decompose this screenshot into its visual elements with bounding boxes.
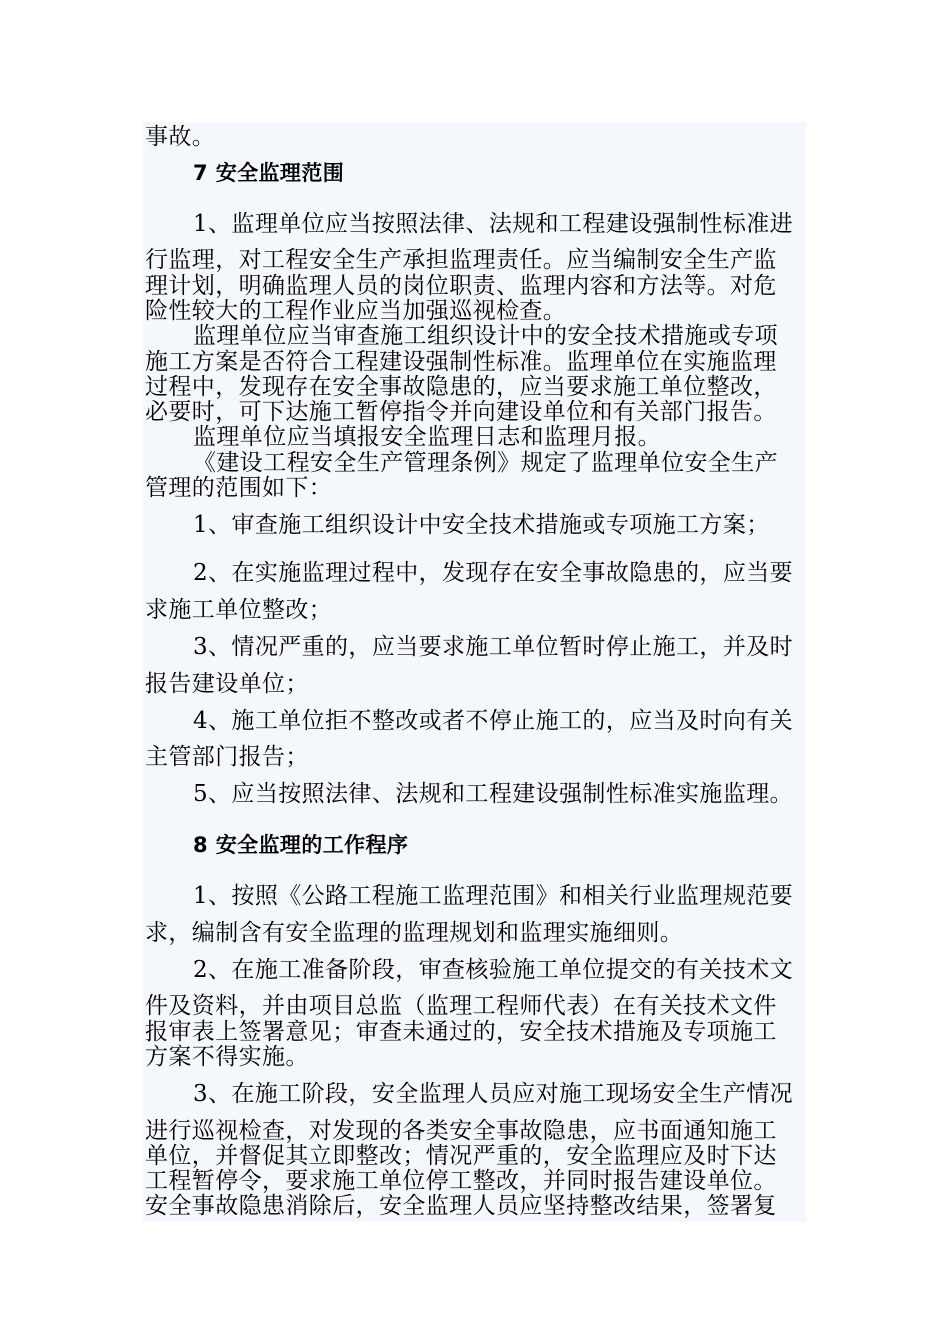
section-heading-8: 8 安全监理的工作程序 <box>193 833 409 857</box>
text-line: 必要时，可下达施工暂停指令并向建设单位和有关部门报告。 <box>145 399 777 425</box>
text-line: 管理的范围如下： <box>145 475 333 501</box>
text-line: 3、在施工阶段，安全监理人员应对施工现场安全生产情况 <box>193 1081 794 1107</box>
text-line: 2、在实施监理过程中，发现存在安全事故隐患的，应当要 <box>193 560 794 586</box>
text-line: 5、应当按照法律、法规和工程建设强制性标准实施监理。 <box>193 781 794 807</box>
text-line: 求施工单位整改； <box>145 597 333 623</box>
text-line: 施工方案是否符合工程建设强制性标准。监理单位在实施监理 <box>145 349 777 375</box>
text-line: 工程暂停令，要求施工单位停工整改，并同时报告建设单位。 <box>145 1168 777 1194</box>
text-line: 方案不得实施。 <box>145 1044 309 1070</box>
text-line: 件及资料，并由项目总监（监理工程师代表）在有关技术文件 <box>145 993 777 1019</box>
text-line: 单位，并督促其立即整改；情况严重的，安全监理应及时下达 <box>145 1143 777 1169</box>
text-line: 事故。 <box>145 124 216 150</box>
text-line: 报审表上签署意见；审查未通过的，安全技术措施及专项施工 <box>145 1019 777 1045</box>
text-line: 险性较大的工程作业应当加强巡视检查。 <box>145 298 567 324</box>
text-line: 报告建设单位； <box>145 671 309 697</box>
text-line: 3、情况严重的，应当要求施工单位暂时停止施工，并及时 <box>193 634 794 660</box>
text-line: 2、在施工准备阶段，审查核验施工单位提交的有关技术文 <box>193 957 794 983</box>
text-line: 1、监理单位应当按照法律、法规和工程建设强制性标准进 <box>193 211 794 237</box>
text-line: 安全事故隐患消除后，安全监理人员应坚持整改结果，签署复 <box>145 1193 777 1219</box>
text-line: 理计划，明确监理人员的岗位职责、监理内容和方法等。对危 <box>145 273 777 299</box>
text-line: 行监理，对工程安全生产承担监理责任。应当编制安全生产监 <box>145 247 777 273</box>
text-line: 监理单位应当填报安全监理日志和监理月报。 <box>193 424 661 450</box>
text-line: 《建设工程安全生产管理条例》规定了监理单位安全生产 <box>193 450 778 476</box>
section-heading-7: 7 安全监理范围 <box>193 161 345 185</box>
text-line: 1、按照《公路工程施工监理范围》和相关行业监理规范要 <box>193 883 794 909</box>
text-line: 求，编制含有安全监理的监理规划和监理实施细则。 <box>145 920 684 946</box>
text-line: 1、审查施工组织设计中安全技术措施或专项施工方案； <box>193 512 770 538</box>
text-line: 监理单位应当审查施工组织设计中的安全技术措施或专项 <box>193 323 778 349</box>
text-line: 4、施工单位拒不整改或者不停止施工的，应当及时向有关 <box>193 708 794 734</box>
text-line: 过程中，发现存在安全事故隐患的，应当要求施工单位整改， <box>145 374 777 400</box>
text-line: 进行巡视检查，对发现的各类安全事故隐患，应书面通知施工 <box>145 1118 777 1144</box>
text-line: 主管部门报告； <box>145 744 309 770</box>
